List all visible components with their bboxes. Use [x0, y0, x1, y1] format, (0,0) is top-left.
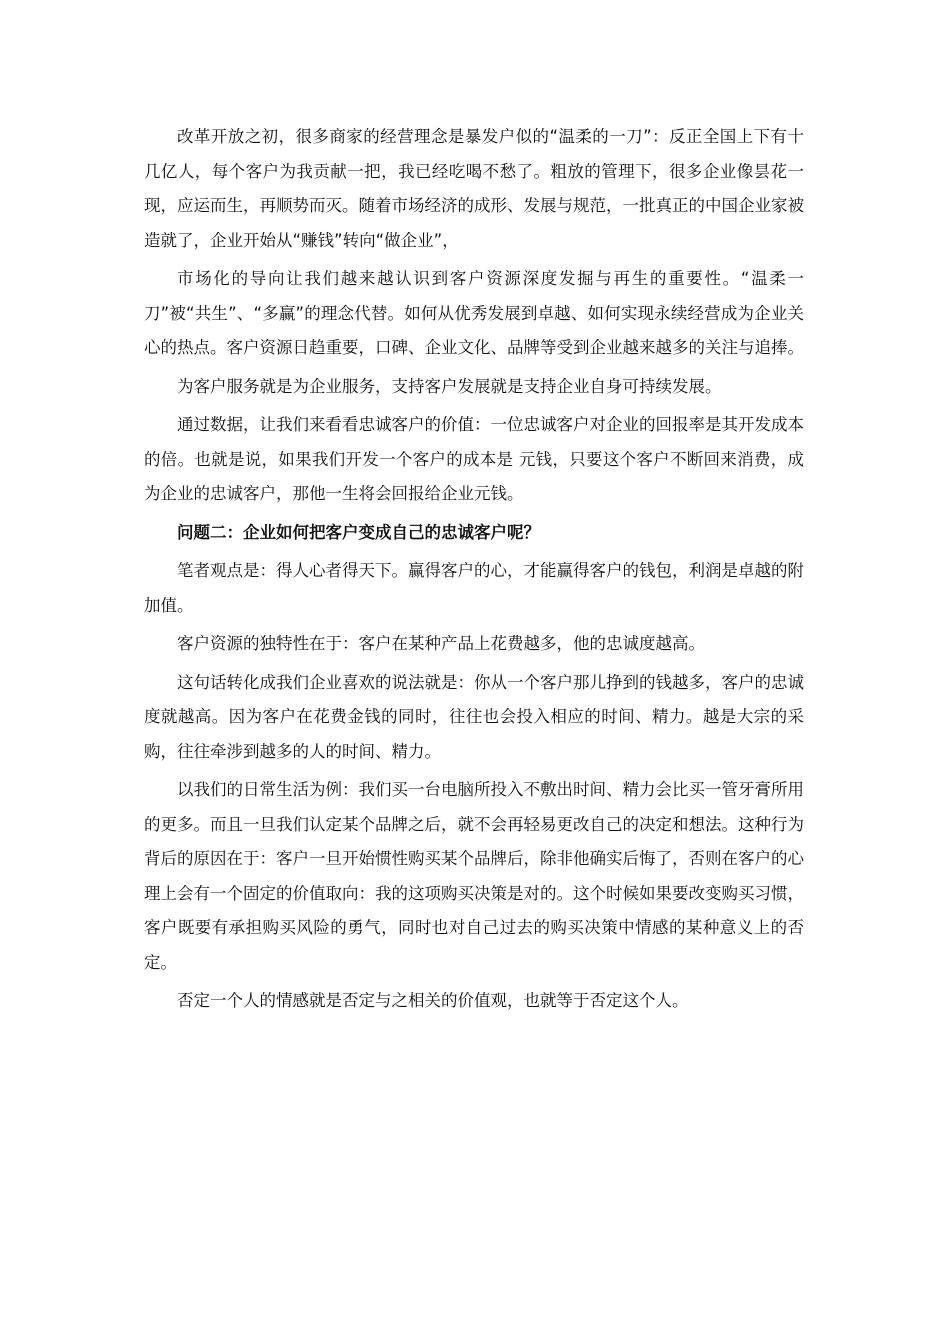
- paragraph-reform-intro: 改革开放之初，很多商家的经营理念是暴发户似的“温柔的一刀”：反正全国上下有十几亿人，每个客户为我贡献一把，我已经吃喝不愁了。粗放的管理下，很多企业像昙花一现，应运而生，再顺势而灭。随着市场经济的成形、发展与规范，一批真正的中国企业家被造就了，企业开始从“赚钱”转向“做企业”，: [144, 127, 804, 250]
- paragraph-daily-life-example: 以我们的日常生活为例：我们买一台电脑所投入不敷出时间、精力会比买一管牙膏所用的更多。而且一旦我们认定某个品牌之后，就不会再轻易更改自己的决定和想法。这种行为背后的原因在于：客户一旦开始惯性购买某个品牌后，除非他确实后悔了，否则在客户的心理上会有一个固定的价值取向：我的这项购买决策是对的。这个时候如果要改变购买习惯，客户既要有承担购买风险的勇气，同时也对自己过去的购买决策中情感的某种意义上的否定。: [144, 780, 804, 972]
- paragraph-serve-customer: 为客户服务就是为企业服务，支持客户发展就是支持企业自身可持续发展。: [177, 376, 722, 396]
- paragraph-author-view: 笔者观点是：得人心者得天下。赢得客户的心，才能赢得客户的钱包，利润是卓越的附加值。: [144, 561, 804, 615]
- paragraph-resource-uniqueness: 客户资源的独特性在于：客户在某种产品上花费越多，他的忠诚度越高。: [177, 634, 705, 653]
- paragraph-market-orientation: 市场化的导向让我们越来越认识到客户资源深度发掘与再生的重要性。“温柔一刀”被“共生”、“多赢”的理念代替。如何从优秀发展到卓越、如何实现永续经营成为企业关心的热点。客户资源日趋重要，口碑、企业文化、品牌等受到企业越来越多的关注与追捧。: [144, 269, 804, 357]
- paragraph-deny-emotion: 否定一个人的情感就是否定与之相关的价值观，也就等于否定这个人。: [177, 991, 689, 1010]
- paragraph-loyal-customer-value: 通过数据，让我们来看看忠诚客户的价值：一位忠诚客户对企业的回报率是其开发成本的倍。也就是说，如果我们开发一个客户的成本是 元钱，只要这个客户不断回来消费，成为企业的忠诚客户，那他一生将会回报给企业元钱。: [144, 415, 804, 503]
- section-heading-question-two: 问题二：企业如何把客户变成自己的忠诚客户呢？: [177, 522, 540, 542]
- document-body: [144, 120, 804, 1023]
- paragraph-enterprise-saying: 这句话转化成我们企业喜欢的说法就是：你从一个客户那儿挣到的钱越多，客户的忠诚度就越高。因为客户在花费金钱的同时，往往也会投入相应的时间、精力。越是大宗的采购，往往牵涉到越多的人的时间、精力。: [144, 672, 804, 761]
